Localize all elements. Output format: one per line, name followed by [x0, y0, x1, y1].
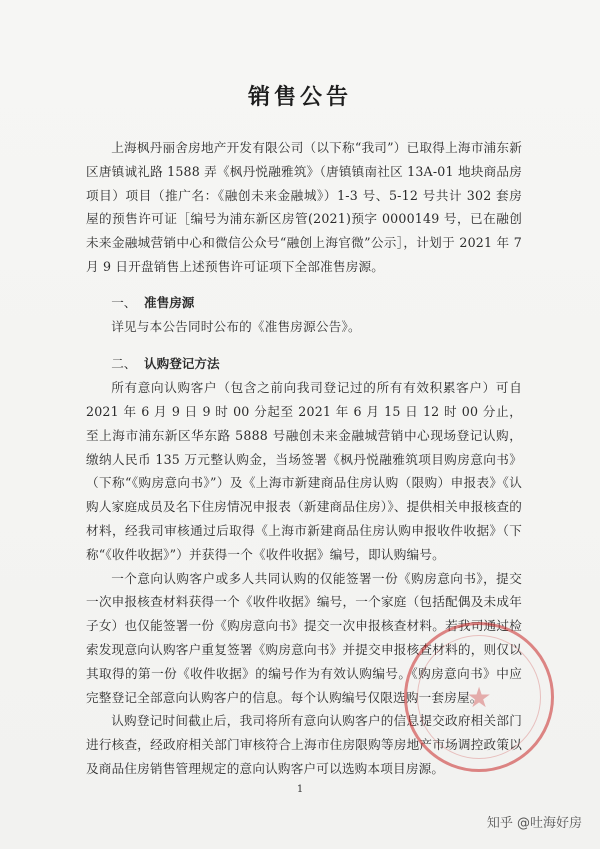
section-2-paragraph: 所有意向认购客户（包含之前向我司登记过的所有有效积累客户）可自 2021 年 6 月 9 日 9 时 00 分起至 2021 年 6 月 15 日 12 时 00 分止，至上海市浦东新区华东路 5888 号融创未来金融城营销中心现场登记认购，缴纳人民币 135 万元整认购金，当场签署《枫丹悦融雅筑项目购房意向书》（下称“《购房意向书》”）及《上海市新建商品住房认购（限购）申报表》《认购人家庭成员及名下住房情况申报表（新建商品住房）》、提供相关申报核查的材料，经我司审核通过后取得《上海市新建商品住房认购申报收件收据》（下称“《收件收据》”）并获得一个《收件收据》编号，即认购编号。: [86, 380, 522, 562]
company-seal: [404, 622, 554, 772]
section-1-title: 准售房源: [144, 294, 195, 310]
section-2-number: 二、: [111, 356, 137, 372]
section-2-paragraph: 认购登记时间截止后，我司将所有意向认购客户的信息提交政府相关部门进行核查，经政府相关部门审核符合上海市住房限购等房地产市场调控政策以及商品住房销售管理规定的意向认购客户可以选购本项目房源。: [86, 713, 522, 776]
watermark-text: 知乎 @吐海好房: [486, 816, 582, 831]
intro-paragraph: 上海枫丹丽舍房地产开发有限公司（以下称“我司”）已取得上海市浦东新区唐镇诚礼路 1588 弄《枫丹悦融雅筑》（唐镇镇南社区 13A-01 地块商品房项目）项目（推广名：《融创未来金融城》）1-3 号、5-12 号共计 302 套房屋的预售许可证［编号为浦东新区房管(2021)预字 0000149 号，已在融创未来金融城营销中心和微信公众号“融创上海官微”公示］，计划于 2021 年 7 月 9 日开盘销售上述预售许可证项下全部准售房源。: [86, 140, 522, 274]
document-title: 销售公告: [247, 84, 352, 110]
watermark: [487, 812, 582, 831]
section-2-title: 认购登记方法: [144, 356, 220, 372]
section-2-paragraph: 一个意向认购客户或多人共同认购的仅能签署一份《购房意向书》，提交一次申报核查材料获得一个《收件收据》编号，一个家庭（包括配偶及未成年子女）也仅能签署一份《购房意向书》提交一次申报核查材料。若我司通过检索发现意向认购客户重复签署《购房意向书》并提交申报核查材料的，则仅以其取得的第一份《收件收据》的编号作为有效认购编号。《购房意向书》中应完整登记全部意向认购客户的信息。每个认购编号仅限选购一套房屋。: [86, 570, 522, 705]
section-1-text: 详见与本公告同时公布的《准售房源公告》。: [111, 318, 361, 334]
page-number: 1: [296, 784, 304, 795]
seal-star-icon: ★: [466, 681, 492, 714]
section-2-heading: [86, 352, 522, 376]
section-1-number: 一、: [111, 294, 137, 310]
section-1-heading: [86, 291, 522, 315]
